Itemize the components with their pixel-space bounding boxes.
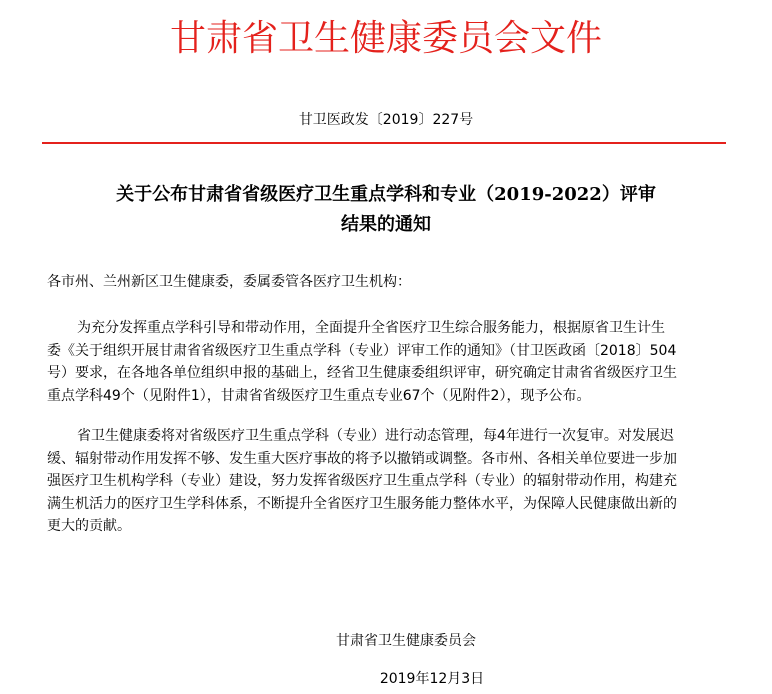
signature-date: 2019年12月3日 — [379, 671, 485, 687]
paragraph-line: 更大的贡献。 — [47, 518, 131, 534]
notice-title — [60, 180, 712, 240]
body-paragraph-2 — [47, 425, 727, 538]
paragraph-line: 为充分发挥重点学科引导和带动作用，全面提升全省医疗卫生综合服务能力，根据原省卫生计生 — [77, 320, 665, 336]
document-number: 甘卫医政发〔2019〕227号 — [298, 112, 474, 128]
issuer-heading: 甘肃省卫生健康委员会文件 — [169, 18, 602, 59]
body-paragraph-1 — [47, 317, 727, 407]
notice-title-line-1: 关于公布甘肃省省级医疗卫生重点学科和专业（2019-2022）评审 — [116, 184, 656, 205]
salutation: 各市州、兰州新区卫生健康委，委属委管各医疗卫生机构： — [47, 274, 411, 290]
signature-organization: 甘肃省卫生健康委员会 — [336, 633, 476, 649]
paragraph-line: 满生机活力的医疗卫生学科体系，不断提升全省医疗卫生服务能力整体水平，为保障人民健康做出新的 — [47, 495, 677, 512]
paragraph-line: 重点学科49个（见附件1），甘肃省省级医疗卫生重点专业67个（见附件2），现予公布。 — [47, 387, 591, 404]
red-separator-line — [42, 142, 726, 144]
paragraph-line: 省卫生健康委将对省级医疗卫生重点学科（专业）进行动态管理，每4年进行一次复审。对发展迟 — [77, 428, 674, 444]
paragraph-line: 强医疗卫生机构学科（专业）建设，努力发挥省级医疗卫生重点学科（专业）的辐射带动作用，构建充 — [47, 473, 677, 489]
notice-title-line-2: 结果的通知 — [341, 214, 431, 235]
paragraph-line: 委《关于组织开展甘肃省省级医疗卫生重点学科（专业）评审工作的通知》（甘卫医政函〔2018〕504 — [47, 342, 677, 359]
paragraph-line: 缓、辐射带动作用发挥不够、发生重大医疗事故的将予以撤销或调整。各市州、各相关单位要进一步加 — [47, 450, 677, 467]
paragraph-line: 号）要求，在各地各单位组织申报的基础上，经省卫生健康委组织评审，研究确定甘肃省省级医疗卫生 — [47, 365, 677, 381]
